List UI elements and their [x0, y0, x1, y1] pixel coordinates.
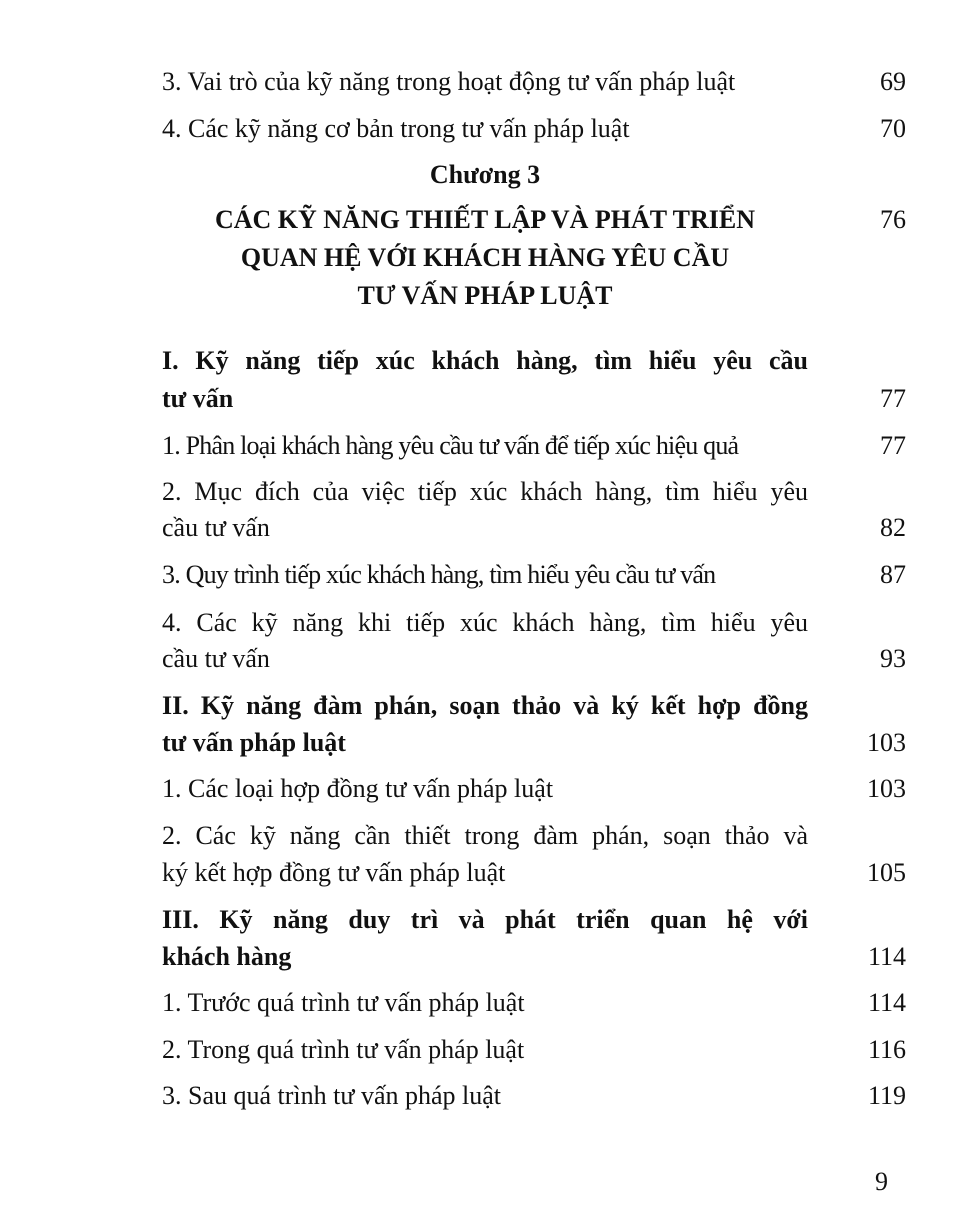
- toc-entry-text: 3. Vai trò của kỹ năng trong hoạt động tư vấn pháp luật: [162, 67, 736, 96]
- page-footer-number: 9: [875, 1167, 888, 1196]
- toc-page-number: 105: [867, 858, 906, 887]
- toc-entry-text: 3. Quy trình tiếp xúc khách hàng, tìm hiểu yêu cầu tư vấn: [162, 560, 716, 589]
- toc-page-number: 70: [880, 114, 906, 143]
- toc-entry-text: 3. Sau quá trình tư vấn pháp luật: [162, 1081, 502, 1110]
- section-heading: II. Kỹ năng đàm phán, soạn thảo và ký kết hợp đồng: [162, 691, 808, 720]
- toc-page-number: 69: [880, 67, 906, 96]
- toc-entry-text: 2. Các kỹ năng cần thiết trong đàm phán, soạn thảo và: [162, 821, 808, 850]
- toc-page-number: 116: [867, 1035, 906, 1064]
- toc-entry-text: 1. Phân loại khách hàng yêu cầu tư vấn để tiếp xúc hiệu quả: [162, 431, 739, 460]
- toc-page-number: 87: [880, 560, 906, 589]
- toc-entry-text: cầu tư vấn: [162, 644, 270, 673]
- toc-page-number: 93: [880, 644, 906, 673]
- section-heading: tư vấn: [162, 384, 234, 413]
- chapter-label: Chương 3: [429, 160, 541, 189]
- toc-page-number: 119: [867, 1081, 906, 1110]
- chapter-title-line: QUAN HỆ VỚI KHÁCH HÀNG YÊU CẦU: [240, 243, 730, 272]
- section-heading: khách hàng: [162, 942, 292, 971]
- section-heading: I. Kỹ năng tiếp xúc khách hàng, tìm hiểu yêu cầu: [162, 346, 808, 375]
- toc-page-number: 114: [867, 942, 906, 971]
- toc-entry-text: 2. Mục đích của việc tiếp xúc khách hàng, tìm hiểu yêu: [162, 477, 808, 506]
- toc-entry-text: 1. Các loại hợp đồng tư vấn pháp luật: [162, 774, 554, 803]
- toc-page-number: 77: [880, 384, 906, 413]
- toc-entry-text: 2. Trong quá trình tư vấn pháp luật: [162, 1035, 525, 1064]
- toc-page-number: 103: [867, 774, 906, 803]
- section-heading: tư vấn pháp luật: [162, 728, 346, 757]
- toc-entry-text: ký kết hợp đồng tư vấn pháp luật: [162, 858, 506, 887]
- toc-page-number: 77: [880, 431, 906, 460]
- toc-entry-text: 4. Các kỹ năng cơ bản trong tư vấn pháp luật: [162, 114, 630, 143]
- toc-page-number: 82: [880, 513, 906, 542]
- chapter-title-line: TƯ VẤN PHÁP LUẬT: [357, 281, 613, 310]
- toc-page-number: 76: [880, 205, 906, 234]
- toc-page-number: 114: [867, 988, 906, 1017]
- toc-page-number: 103: [867, 728, 906, 757]
- chapter-title-line: CÁC KỸ NĂNG THIẾT LẬP VÀ PHÁT TRIỂN: [214, 205, 756, 234]
- section-heading: III. Kỹ năng duy trì và phát triển quan hệ với: [162, 905, 808, 934]
- toc-entry-text: 1. Trước quá trình tư vấn pháp luật: [162, 988, 525, 1017]
- toc-entry-text: 4. Các kỹ năng khi tiếp xúc khách hàng, tìm hiểu yêu: [162, 608, 808, 637]
- toc-entry-text: cầu tư vấn: [162, 513, 270, 542]
